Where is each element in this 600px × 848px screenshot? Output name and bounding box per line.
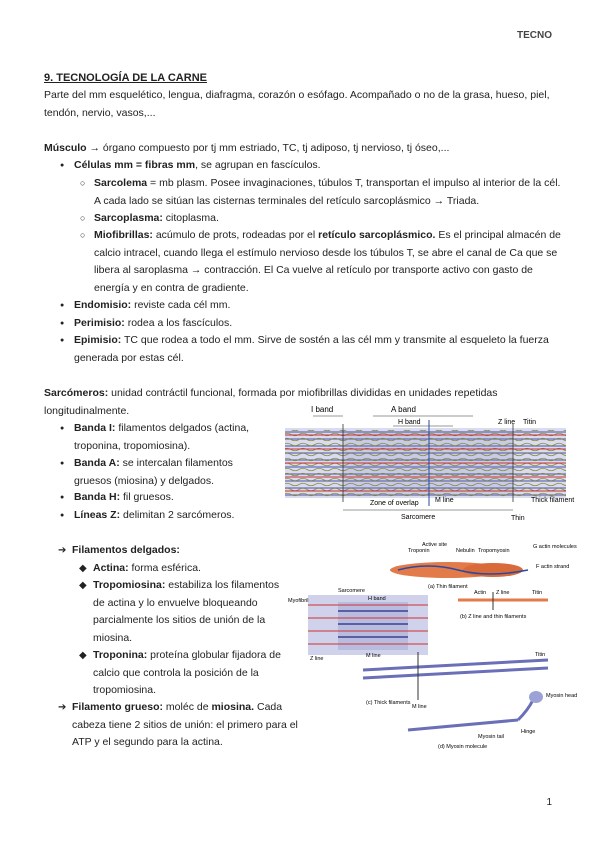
label-thin: Thin	[511, 515, 525, 522]
lbl-titin2: Titin	[535, 652, 546, 658]
lbl-active: Active site	[422, 542, 448, 548]
lineas-z-item: ● Líneas Z: delimitan 2 sarcómeros.	[74, 507, 264, 525]
sarcomere-diagram	[283, 402, 575, 522]
page-number: 1	[546, 797, 552, 808]
tropomiosina-item: ◆ Tropomiosina: estabiliza los filamentos de actina y lo envuelve bloqueando parcialmente los sitios de unión de la miosina.	[93, 577, 293, 647]
filamento-grueso-item: ➔ Filamento grueso: moléc de miosina. Cada cabeza tiene 2 sitios de unión: el primero para el ATP y el segundo para la actina.	[72, 699, 302, 752]
lbl-factin: F actin strand	[536, 564, 570, 570]
lbl-zlinetitin: (b) Z line and thin filaments	[460, 614, 527, 620]
label-a-band: A band	[391, 405, 416, 414]
thick-filament-detail	[363, 652, 548, 700]
label-m-line: M line	[435, 497, 454, 504]
page-title: 9. TECNOLOGÍA DE LA CARNE	[44, 72, 207, 84]
lbl-myomol: (d) Myosin molecule	[438, 744, 488, 750]
intro-paragraph: Parte del mm esquelético, lengua, diafragma, corazón o esófago. Acompañado o no de la grasa, hueso, piel, tendón, nervio, vasos,...	[44, 89, 550, 119]
actina-item: ◆ Actina: forma esférica.	[93, 560, 293, 578]
label-titin: Titin	[523, 419, 536, 426]
lbl-troponin: Troponin	[408, 548, 430, 554]
sarcomeros-paragraph: Sarcómeros: unidad contráctil funcional, formada por miofibrillas divididas en unidades repetidas longitudinalmente.	[44, 387, 498, 417]
lbl-nebulin: Nebulin	[456, 548, 475, 554]
lbl-hband: H band	[368, 596, 386, 602]
sarcolema-item: ○ Sarcolema = mb plasm. Posee invaginaciones, túbulos T, transportan el impulso al interior de la cél. A cada lado se sitúan las cisternas terminales del retículo sarcoplásmico → Triada.	[94, 175, 564, 210]
lbl-thinfil: (a) Thin filament	[428, 584, 468, 590]
filament-diagram	[288, 540, 576, 758]
lbl-zl: Z line	[310, 656, 324, 662]
lbl-zline: Z line	[496, 590, 510, 596]
lbl-tropomyosin: Tropomyosin	[478, 548, 510, 554]
lbl-myofibril: Myofibril	[288, 598, 309, 604]
lbl-myohead: Myosin head	[546, 693, 578, 699]
actin-strand	[390, 562, 528, 578]
lbl-thickfil: (c) Thick filaments	[366, 700, 411, 706]
filamentos-delgados-item: ➔ Filamentos delgados:	[72, 542, 272, 560]
label-sarcomere: Sarcomere	[401, 514, 436, 521]
header-tag: TECNO	[517, 30, 552, 41]
label-i-band: I band	[311, 405, 334, 414]
lbl-titin: Titin	[532, 590, 543, 596]
banda-h-item: ● Banda H: fil gruesos.	[74, 489, 264, 507]
label-z-line: Z line	[498, 419, 516, 426]
lbl-actin: Actin	[474, 590, 487, 596]
lbl-mline2: M line	[412, 704, 427, 710]
label-zone-overlap: Zone of overlap	[370, 500, 419, 507]
lbl-sarcomere: Sarcomere	[338, 588, 365, 594]
sarcoplasma-item: ○ Sarcoplasma: citoplasma.	[94, 210, 564, 228]
celulas-item: ● Células mm = fibras mm, se agrupan en fascículos.	[74, 157, 554, 175]
banda-i-item: ● Banda I: filamentos delgados (actina, troponina, tropomiosina).	[74, 420, 264, 455]
banda-a-item: ● Banda A: se intercalan filamentos gruesos (miosina) y delgados.	[74, 455, 264, 490]
miofibrillas-item: ○ Miofibrillas: acúmulo de prots, rodeadas por el retículo sarcoplásmico. Es el principal almacén de calcio intracel, cuando llega el estímulo nervioso desde los túbulos T, se abre el canal de Ca que se libera al saroplasma → contracción. El Ca vuelve al retículo por transporte activo con gasto de energía y en contra de gradiente.	[94, 227, 564, 297]
endomisio-item: ● Endomisio: reviste cada cél mm.	[74, 297, 554, 315]
lbl-myotail: Myosin tail	[478, 734, 504, 740]
lbl-hinge: Hinge	[521, 729, 536, 735]
myosin-molecule	[408, 691, 543, 730]
epimisio-item: ● Epimisio: TC que rodea a todo el mm. Sirve de sostén a las cél mm y transmite al esqueleto la fuerza generada por estas cél.	[74, 332, 564, 367]
lbl-gactin: G actin molecules	[533, 544, 577, 550]
perimisio-item: ● Perimisio: rodea a los fascículos.	[74, 315, 554, 333]
musculo-line: Músculo → órgano compuesto por tj mm estriado, TC, tj adiposo, tj nervioso, tj óseo,...	[44, 142, 450, 154]
label-thick: Thick filament	[531, 497, 575, 504]
lbl-ml: M line	[366, 653, 381, 659]
label-h-band: H band	[398, 419, 421, 426]
troponina-item: ◆ Troponina: proteína globular fijadora de calcio que controla la posición de la tropomiosina.	[93, 647, 298, 700]
sarcomere-block	[308, 595, 428, 655]
